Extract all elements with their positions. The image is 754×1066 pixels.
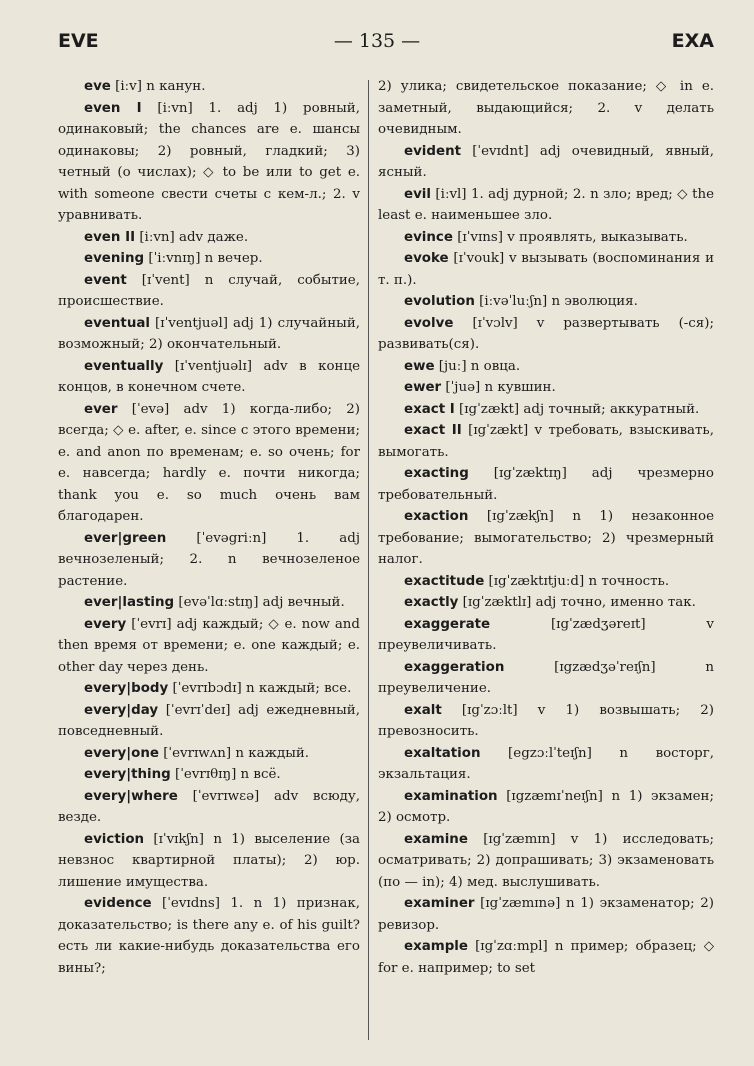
dictionary-entry [58,678,360,700]
entry-headword: event [84,272,127,288]
entry-definition: [ɪgˈzæktɪŋ] adj чрезмерно требовательный. [378,466,714,503]
dictionary-entry [378,829,714,894]
entry-headword: ever|green [84,530,167,546]
entry-headword: exaction [404,509,469,524]
entry-definition: [ˈevɪdns] 1. n 1) признак, доказательство; is there any e. of his guilt? есть ли какие-нибудь доказательства его вины?; [58,896,360,976]
dictionary-entry [378,936,714,979]
dictionary-entry [378,463,714,506]
entry-headword: eventual [84,315,150,331]
entry-headword: examiner [404,896,475,911]
entry-headword: evince [404,229,453,245]
dictionary-entry [378,291,714,313]
entry-definition: [ˈiːvnɪŋ] n вечер. [144,251,263,266]
entry-headword: ewe [404,358,435,374]
dictionary-entry [58,764,360,786]
column-divider [368,80,369,1040]
entry-headword: every|thing [84,767,171,782]
dictionary-entry [58,98,360,227]
dictionary-entry [58,786,360,829]
dictionary-entry [58,76,360,98]
dictionary-entry [378,743,714,786]
entry-headword: exactitude [404,573,485,589]
entry-definition: [ɪgˈzæktlɪ] adj точно, именно так. [458,595,696,610]
entry-headword: eventually [84,358,164,374]
entry-headword: ever [84,401,118,417]
dictionary-entry [58,399,360,528]
entry-headword: every|where [84,788,178,804]
entry-definition: [ɪgˈzɔːlt] v 1) возвышать; 2) превозносить. [378,702,714,739]
entry-headword: every|body [84,681,169,696]
dictionary-entry [378,313,714,356]
entry-headword: every [84,616,127,632]
entry-headword: evidence [84,896,152,911]
entry-headword: evil [404,186,431,202]
dictionary-entry [58,829,360,894]
dictionary-entry [378,227,714,249]
page-number: — 135 — [333,30,421,52]
dictionary-entry [378,571,714,593]
entry-definition: [iːvl] 1. adj дурной; 2. n зло; вред; ◇ the least e. наименьшее зло. [378,186,714,223]
entry-definition: [ɪˈvouk] v вызывать (воспоминания и т. п.). [378,251,714,288]
left-column [58,76,360,1046]
entry-definition: [iːv] n канун. [110,79,206,94]
entry-definition: 2) улика; свидетельское показание; ◇ in e. заметный, выдающийся; 2. v делать очевидным. [378,79,714,137]
entry-definition: [ɪˈventjuəlɪ] adv в конце концов, в конечном счете. [58,358,360,395]
entry-definition: [ɪgzædʒəˈreɪʃn] n преувеличение. [378,659,714,696]
dictionary-entry [378,614,714,657]
entry-definition: [ɪˈvɔlv] v развертывать (-ся); развивать(ся). [378,315,714,352]
entry-headword: examine [404,831,468,847]
dictionary-entry [378,377,714,399]
dictionary-entry [378,356,714,378]
entry-headword: exacting [404,466,469,481]
entry-definition: [ˈjuə] n кувшин. [441,380,556,395]
entry-headword: evident [404,143,462,159]
dictionary-entry [378,893,714,936]
entry-definition: [ɪˈvɪkʃn] n 1) выселение (за невзнос квартирной платы); 2) юр. лишение имущества. [58,831,360,890]
entry-headword: evening [84,251,145,266]
entry-definition: [ˈevrɪθɪŋ] n всё. [170,767,281,782]
entry-headword: evolution [404,294,475,309]
entry-headword: exact I [404,401,455,417]
entry-headword: exaggerate [404,616,491,632]
entry-definition: [ˈevrɪˈdeɪ] adj ежедневный, повседневный. [58,702,360,739]
entry-definition: [ˈevɪdnt] adj очевидный, явный, ясный. [378,143,714,180]
dictionary-entry [58,227,360,249]
entry-headword: ever|lasting [84,595,175,610]
entry-definition: [ɪˈvɪns] v проявлять, выказывать. [452,229,688,245]
entry-headword: exalt [404,702,442,718]
entry-definition: [ˈevrɪbɔdɪ] n каждый; все. [168,681,352,696]
entry-headword: example [404,939,468,954]
entry-definition: [iːvəˈluːʃn] n эволюция. [474,294,638,309]
entry-definition: [ˈevrɪwʌn] n каждый. [158,745,310,761]
entry-headword: exactly [404,595,459,610]
entry-headword: eve [84,79,111,94]
dictionary-entry [58,356,360,399]
dictionary-entry [378,399,714,421]
dictionary-entry [378,657,714,700]
dictionary-entry [378,76,714,141]
dictionary-entry [58,248,360,270]
entry-headword: examination [404,788,498,804]
entry-definition: [ˈevrɪwɛə] adv всюду, везде. [58,788,360,825]
header-right-guideword: EXA [671,30,714,52]
entry-definition: [ˈevrɪ] adj каждый; ◇ e. now and then время от времени; e. one каждый; e. other day через день. [58,616,360,675]
entry-headword: every|day [84,702,159,718]
entry-definition: [ɪgˈzækʃn] n 1) незаконное требование; вымогательство; 2) чрезмерный налог. [378,509,714,567]
dictionary-entry [58,270,360,313]
entry-definition: [ɪgzæmɪˈneɪʃn] n 1) экзамен; 2) осмотр. [378,788,714,825]
header-left-guideword: EVE [58,30,99,52]
entry-definition: [ɪgˈzæktɪtjuːd] n точность. [484,573,670,589]
entry-definition: [ˈevə] adv 1) когда-либо; 2) всегда; ◇ e. after, e. since с этого времени; e. and anon по временам; e. so очень; for e. навсегда; hardly e. почти никогда; thank you e. so much очень вам благодарен. [58,401,360,524]
entry-definition: [ɪgˈzæmɪnə] n 1) экзаменатор; 2) ревизор. [378,896,714,933]
entry-headword: every|one [84,745,159,761]
dictionary-entry [58,528,360,593]
entry-definition: [ɪgˈzækt] adj точный; аккуратный. [454,401,700,417]
entry-headword: evolve [404,315,454,331]
entry-definition: [ɪˈventjuəl] adj 1) случайный, возможный; 2) окончательный. [58,315,360,352]
entry-headword: ewer [404,380,442,395]
entry-headword: exaltation [404,745,481,761]
dictionary-entry [58,893,360,979]
entry-definition: [ɪgˈzæmɪn] v 1) исследовать; осматривать; 2) допрашивать; 3) экзаменовать (по — in); 4) мед. выслушивать. [378,831,714,890]
dictionary-entry [58,592,360,614]
entry-definition: [juː] n овца. [434,358,521,374]
entry-definition: [ɪgˈzækt] v требовать, взыскивать, вымогать. [378,423,714,460]
entry-headword: exact II [404,423,462,438]
dictionary-entry [378,184,714,227]
entry-headword: exaggeration [404,659,505,675]
dictionary-entry [378,786,714,829]
entry-definition: [evəˈlɑːstɪŋ] adj вечный. [174,595,345,610]
dictionary-entry [378,420,714,463]
right-column [378,76,714,1046]
dictionary-entry [378,248,714,291]
dictionary-entry [378,700,714,743]
entry-definition: [ɪˈvent] n случай, событие, происшествие. [58,272,360,309]
dictionary-entry [378,506,714,571]
entry-definition: [ɪgˈzɑːmpl] n пример; образец; ◇ for e. например; to set [378,939,714,976]
entry-definition: [ɪgˈzædʒəreɪt] v преувеличивать. [378,616,714,653]
dictionary-entry [58,700,360,743]
entry-definition: [ˈevəgriːn] 1. adj вечнозеленый; 2. n вечнозеленое растение. [58,530,360,589]
entry-headword: evoke [404,251,449,266]
entry-headword: even I [84,100,142,116]
entry-definition: [egzɔːlˈteɪʃn] n восторг, экзальтация. [378,745,714,782]
entry-headword: eviction [84,831,145,847]
page-header [0,30,754,60]
entry-definition: [iːvn] adv даже. [135,229,249,245]
dictionary-entry [58,743,360,765]
entry-headword: even II [84,229,136,245]
dictionary-entry [378,141,714,184]
entry-definition: [iːvn] 1. adj 1) ровный, одинаковый; the chances are e. шансы одинаковы; 2) ровный, гладкий; 3) четный (о числах); ◇ to be или to get e. with someone свести счеты с кем-л.; 2. v уравнивать. [58,100,360,223]
dictionary-entry [58,313,360,356]
dictionary-entry [378,592,714,614]
dictionary-entry [58,614,360,679]
